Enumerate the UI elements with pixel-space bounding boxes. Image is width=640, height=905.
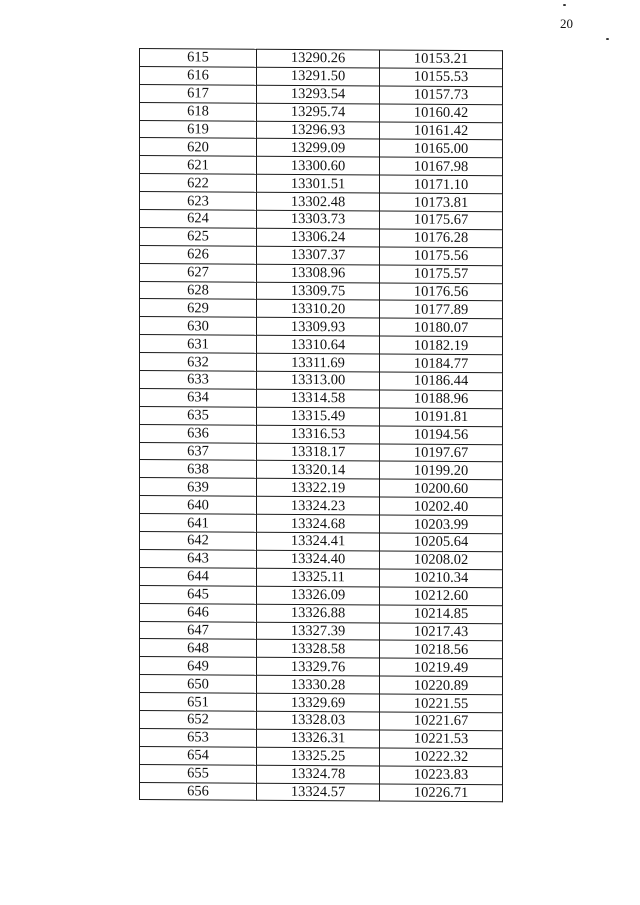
x-coordinate-cell: 13328.03 bbox=[257, 711, 380, 730]
point-number-cell: 619 bbox=[140, 120, 257, 139]
x-coordinate-cell: 13308.96 bbox=[257, 264, 380, 283]
point-number-cell: 646 bbox=[140, 603, 257, 622]
table-row bbox=[140, 693, 503, 713]
point-number-cell: 627 bbox=[140, 263, 257, 282]
x-coordinate-cell: 13306.24 bbox=[257, 228, 380, 247]
point-number-cell: 629 bbox=[140, 299, 257, 318]
y-coordinate-cell: 10184.77 bbox=[380, 354, 503, 373]
point-number-cell: 642 bbox=[140, 532, 257, 551]
point-number-cell: 623 bbox=[140, 192, 257, 211]
point-number-cell: 637 bbox=[140, 442, 257, 461]
x-coordinate-cell: 13324.23 bbox=[257, 496, 380, 515]
scan-speck bbox=[606, 38, 609, 40]
table-row bbox=[140, 84, 503, 104]
table-row bbox=[140, 675, 503, 695]
table-row bbox=[140, 782, 503, 802]
table-row bbox=[140, 549, 503, 569]
x-coordinate-cell: 13327.39 bbox=[257, 622, 380, 641]
table-row bbox=[140, 406, 503, 426]
point-number-cell: 644 bbox=[140, 567, 257, 586]
x-coordinate-cell: 13303.73 bbox=[257, 210, 380, 229]
x-coordinate-cell: 13326.09 bbox=[257, 586, 380, 605]
x-coordinate-cell: 13326.88 bbox=[257, 604, 380, 623]
y-coordinate-cell: 10210.34 bbox=[380, 569, 503, 588]
point-number-cell: 632 bbox=[140, 353, 257, 372]
table-row bbox=[140, 388, 503, 408]
table-row bbox=[140, 66, 503, 86]
y-coordinate-cell: 10161.42 bbox=[380, 122, 503, 141]
x-coordinate-cell: 13324.68 bbox=[257, 514, 380, 533]
point-number-cell: 640 bbox=[140, 496, 257, 515]
table-row bbox=[140, 174, 503, 194]
table-row bbox=[140, 514, 503, 534]
y-coordinate-cell: 10199.20 bbox=[380, 461, 503, 480]
x-coordinate-cell: 13302.48 bbox=[257, 192, 380, 211]
y-coordinate-cell: 10212.60 bbox=[380, 587, 503, 606]
point-number-cell: 654 bbox=[140, 746, 257, 765]
x-coordinate-cell: 13310.64 bbox=[257, 335, 380, 354]
y-coordinate-cell: 10186.44 bbox=[380, 372, 503, 391]
point-number-cell: 616 bbox=[140, 66, 257, 85]
y-coordinate-cell: 10194.56 bbox=[380, 426, 503, 445]
point-number-cell: 649 bbox=[140, 657, 257, 676]
point-number-cell: 631 bbox=[140, 335, 257, 354]
x-coordinate-cell: 13299.09 bbox=[257, 139, 380, 158]
x-coordinate-cell: 13329.76 bbox=[257, 657, 380, 676]
y-coordinate-cell: 10176.56 bbox=[380, 283, 503, 302]
point-number-cell: 628 bbox=[140, 281, 257, 300]
table-row bbox=[140, 460, 503, 480]
y-coordinate-cell: 10176.28 bbox=[380, 229, 503, 248]
x-coordinate-cell: 13326.31 bbox=[257, 729, 380, 748]
table-row bbox=[140, 746, 503, 766]
table-row bbox=[140, 585, 503, 605]
table-row bbox=[140, 371, 503, 391]
table-row bbox=[140, 353, 503, 373]
y-coordinate-cell: 10197.67 bbox=[380, 444, 503, 463]
x-coordinate-cell: 13300.60 bbox=[257, 157, 380, 176]
table-row bbox=[140, 603, 503, 623]
point-number-cell: 636 bbox=[140, 424, 257, 443]
point-number-cell: 618 bbox=[140, 102, 257, 121]
x-coordinate-cell: 13328.58 bbox=[257, 640, 380, 659]
y-coordinate-cell: 10175.56 bbox=[380, 247, 503, 266]
y-coordinate-cell: 10226.71 bbox=[380, 783, 503, 802]
x-coordinate-cell: 13325.25 bbox=[257, 747, 380, 766]
x-coordinate-cell: 13296.93 bbox=[257, 121, 380, 140]
point-number-cell: 635 bbox=[140, 406, 257, 425]
y-coordinate-cell: 10175.67 bbox=[380, 211, 503, 230]
x-coordinate-cell: 13295.74 bbox=[257, 103, 380, 122]
y-coordinate-cell: 10182.19 bbox=[380, 336, 503, 355]
coordinates-table bbox=[139, 48, 503, 803]
x-coordinate-cell: 13324.40 bbox=[257, 550, 380, 569]
y-coordinate-cell: 10217.43 bbox=[380, 622, 503, 641]
table-row bbox=[140, 210, 503, 230]
point-number-cell: 624 bbox=[140, 210, 257, 229]
table-row bbox=[140, 621, 503, 641]
table-row bbox=[140, 281, 503, 301]
point-number-cell: 652 bbox=[140, 710, 257, 729]
x-coordinate-cell: 13309.75 bbox=[257, 282, 380, 301]
table-row bbox=[140, 424, 503, 444]
point-number-cell: 651 bbox=[140, 693, 257, 712]
y-coordinate-cell: 10220.89 bbox=[380, 676, 503, 695]
point-number-cell: 617 bbox=[140, 84, 257, 103]
y-coordinate-cell: 10208.02 bbox=[380, 551, 503, 570]
y-coordinate-cell: 10223.83 bbox=[380, 766, 503, 785]
point-number-cell: 633 bbox=[140, 371, 257, 390]
table-row bbox=[140, 657, 503, 677]
point-number-cell: 622 bbox=[140, 174, 257, 193]
y-coordinate-cell: 10175.57 bbox=[380, 265, 503, 284]
table-row bbox=[140, 639, 503, 659]
y-coordinate-cell: 10218.56 bbox=[380, 640, 503, 659]
y-coordinate-cell: 10221.55 bbox=[380, 694, 503, 713]
table-row bbox=[140, 317, 503, 337]
x-coordinate-cell: 13301.51 bbox=[257, 174, 380, 193]
x-coordinate-cell: 13293.54 bbox=[257, 85, 380, 104]
table-row bbox=[140, 227, 503, 247]
table-row bbox=[140, 335, 503, 355]
point-number-cell: 630 bbox=[140, 317, 257, 336]
point-number-cell: 645 bbox=[140, 585, 257, 604]
point-number-cell: 625 bbox=[140, 227, 257, 246]
x-coordinate-cell: 13310.20 bbox=[257, 300, 380, 319]
y-coordinate-cell: 10222.32 bbox=[380, 748, 503, 767]
x-coordinate-cell: 13313.00 bbox=[257, 371, 380, 390]
y-coordinate-cell: 10221.53 bbox=[380, 730, 503, 749]
x-coordinate-cell: 13291.50 bbox=[257, 67, 380, 86]
y-coordinate-cell: 10157.73 bbox=[380, 86, 503, 105]
point-number-cell: 638 bbox=[140, 460, 257, 479]
point-number-cell: 653 bbox=[140, 728, 257, 747]
x-coordinate-cell: 13324.41 bbox=[257, 532, 380, 551]
point-number-cell: 650 bbox=[140, 675, 257, 694]
x-coordinate-cell: 13314.58 bbox=[257, 389, 380, 408]
table-row bbox=[140, 102, 503, 122]
y-coordinate-cell: 10221.67 bbox=[380, 712, 503, 731]
x-coordinate-cell: 13324.78 bbox=[257, 765, 380, 784]
x-coordinate-cell: 13320.14 bbox=[257, 461, 380, 480]
table-row bbox=[140, 138, 503, 158]
table-row bbox=[140, 49, 503, 69]
x-coordinate-cell: 13290.26 bbox=[257, 49, 380, 68]
point-number-cell: 655 bbox=[140, 764, 257, 783]
table-row bbox=[140, 299, 503, 319]
point-number-cell: 626 bbox=[140, 245, 257, 264]
x-coordinate-cell: 13325.11 bbox=[257, 568, 380, 587]
y-coordinate-cell: 10167.98 bbox=[380, 157, 503, 176]
table-row bbox=[140, 245, 503, 265]
y-coordinate-cell: 10155.53 bbox=[380, 68, 503, 87]
y-coordinate-cell: 10171.10 bbox=[380, 175, 503, 194]
y-coordinate-cell: 10165.00 bbox=[380, 139, 503, 158]
y-coordinate-cell: 10153.21 bbox=[380, 50, 503, 69]
table-row bbox=[140, 442, 503, 462]
x-coordinate-cell: 13311.69 bbox=[257, 353, 380, 372]
point-number-cell: 656 bbox=[140, 782, 257, 801]
page-number: 20 bbox=[560, 16, 573, 31]
y-coordinate-cell: 10160.42 bbox=[380, 104, 503, 123]
point-number-cell: 643 bbox=[140, 549, 257, 568]
x-coordinate-cell: 13315.49 bbox=[257, 407, 380, 426]
x-coordinate-cell: 13307.37 bbox=[257, 246, 380, 265]
x-coordinate-cell: 13324.57 bbox=[257, 783, 380, 802]
point-number-cell: 647 bbox=[140, 621, 257, 640]
point-number-cell: 634 bbox=[140, 388, 257, 407]
table-row bbox=[140, 532, 503, 552]
y-coordinate-cell: 10203.99 bbox=[380, 515, 503, 534]
x-coordinate-cell: 13329.69 bbox=[257, 693, 380, 712]
table-row bbox=[140, 764, 503, 784]
coordinates-table-body bbox=[140, 49, 503, 803]
table-row bbox=[140, 728, 503, 748]
y-coordinate-cell: 10191.81 bbox=[380, 408, 503, 427]
point-number-cell: 641 bbox=[140, 514, 257, 533]
point-number-cell: 648 bbox=[140, 639, 257, 658]
table-row bbox=[140, 156, 503, 176]
point-number-cell: 620 bbox=[140, 138, 257, 157]
point-number-cell: 621 bbox=[140, 156, 257, 175]
y-coordinate-cell: 10173.81 bbox=[380, 193, 503, 212]
y-coordinate-cell: 10177.89 bbox=[380, 300, 503, 319]
point-number-cell: 615 bbox=[140, 49, 257, 68]
table-row bbox=[140, 567, 503, 587]
y-coordinate-cell: 10202.40 bbox=[380, 497, 503, 516]
y-coordinate-cell: 10200.60 bbox=[380, 479, 503, 498]
x-coordinate-cell: 13318.17 bbox=[257, 443, 380, 462]
scan-speck bbox=[563, 4, 566, 6]
y-coordinate-cell: 10214.85 bbox=[380, 605, 503, 624]
table-row bbox=[140, 120, 503, 140]
y-coordinate-cell: 10219.49 bbox=[380, 658, 503, 677]
table-row bbox=[140, 496, 503, 516]
table-row bbox=[140, 710, 503, 730]
y-coordinate-cell: 10205.64 bbox=[380, 533, 503, 552]
y-coordinate-cell: 10188.96 bbox=[380, 390, 503, 409]
table-row bbox=[140, 192, 503, 212]
point-number-cell: 639 bbox=[140, 478, 257, 497]
table-row bbox=[140, 263, 503, 283]
y-coordinate-cell: 10180.07 bbox=[380, 318, 503, 337]
x-coordinate-cell: 13322.19 bbox=[257, 479, 380, 498]
table-row bbox=[140, 478, 503, 498]
x-coordinate-cell: 13316.53 bbox=[257, 425, 380, 444]
x-coordinate-cell: 13309.93 bbox=[257, 318, 380, 337]
x-coordinate-cell: 13330.28 bbox=[257, 675, 380, 694]
